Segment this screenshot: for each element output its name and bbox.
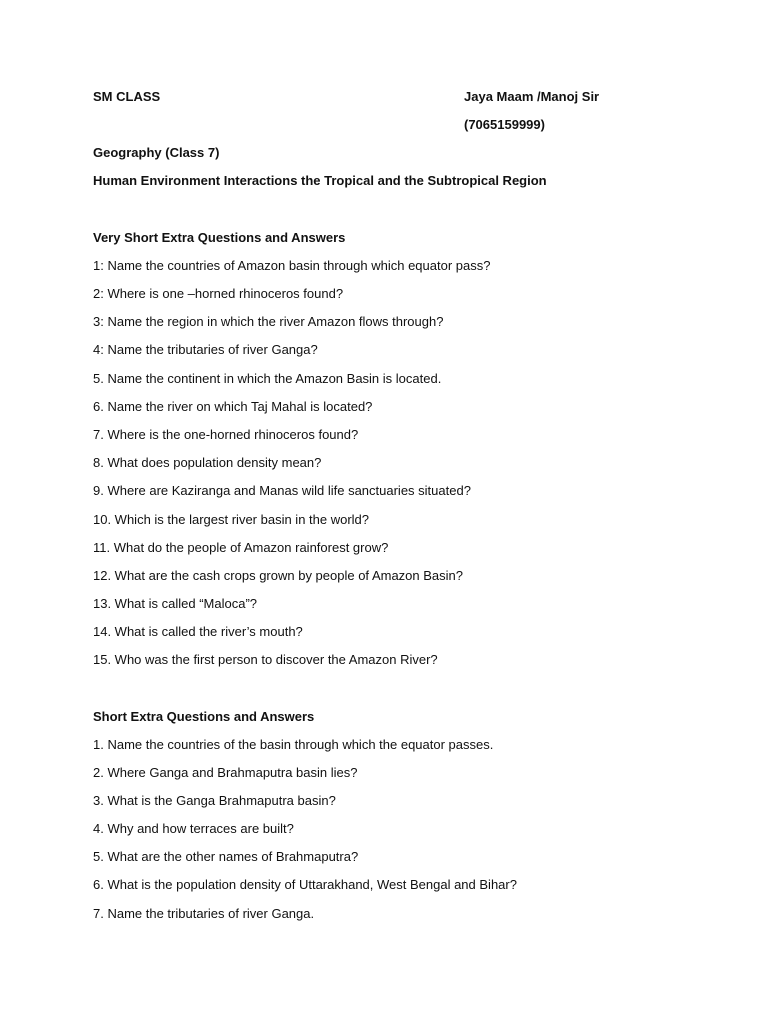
question-item: 2. Where Ganga and Brahmaputra basin lies? xyxy=(93,765,358,780)
class-name: SM CLASS xyxy=(93,89,161,104)
phone-number: (7065159999) xyxy=(464,117,545,132)
question-item: 6. What is the population density of Uttarakhand, West Bengal and Bihar? xyxy=(93,877,517,892)
question-item: 13. What is called “Maloca”? xyxy=(93,596,258,611)
chapter-title: Human Environment Interactions the Tropical and the Subtropical Region xyxy=(93,173,547,188)
subject-title: Geography (Class 7) xyxy=(93,145,220,160)
question-item: 9. Where are Kaziranga and Manas wild life sanctuaries situated? xyxy=(93,483,471,498)
question-item: 8. What does population density mean? xyxy=(93,455,322,470)
question-item: 4: Name the tributaries of river Ganga? xyxy=(93,342,318,357)
question-item: 1. Name the countries of the basin through which the equator passes. xyxy=(93,737,494,752)
question-item: 3: Name the region in which the river Amazon flows through? xyxy=(93,314,444,329)
question-item: 12. What are the cash crops grown by people of Amazon Basin? xyxy=(93,568,463,583)
question-item: 7. Name the tributaries of river Ganga. xyxy=(93,906,315,921)
question-item: 15. Who was the first person to discover the Amazon River? xyxy=(93,652,438,667)
question-item: 14. What is called the river’s mouth? xyxy=(93,624,303,639)
question-item: 11. What do the people of Amazon rainforest grow? xyxy=(93,540,389,555)
section-heading-very-short: Very Short Extra Questions and Answers xyxy=(93,230,346,245)
question-item: 2: Where is one –horned rhinoceros found? xyxy=(93,286,344,301)
question-item: 7. Where is the one-horned rhinoceros found? xyxy=(93,427,359,442)
section-heading-short: Short Extra Questions and Answers xyxy=(93,709,315,724)
question-item: 1: Name the countries of Amazon basin through which equator pass? xyxy=(93,258,491,273)
question-item: 5. What are the other names of Brahmaputra? xyxy=(93,849,359,864)
question-item: 10. Which is the largest river basin in the world? xyxy=(93,512,370,527)
question-item: 5. Name the continent in which the Amazon Basin is located. xyxy=(93,371,442,386)
teachers-name: Jaya Maam /Manoj Sir xyxy=(464,89,600,104)
question-item: 3. What is the Ganga Brahmaputra basin? xyxy=(93,793,336,808)
question-item: 4. Why and how terraces are built? xyxy=(93,821,294,836)
question-item: 6. Name the river on which Taj Mahal is located? xyxy=(93,399,373,414)
